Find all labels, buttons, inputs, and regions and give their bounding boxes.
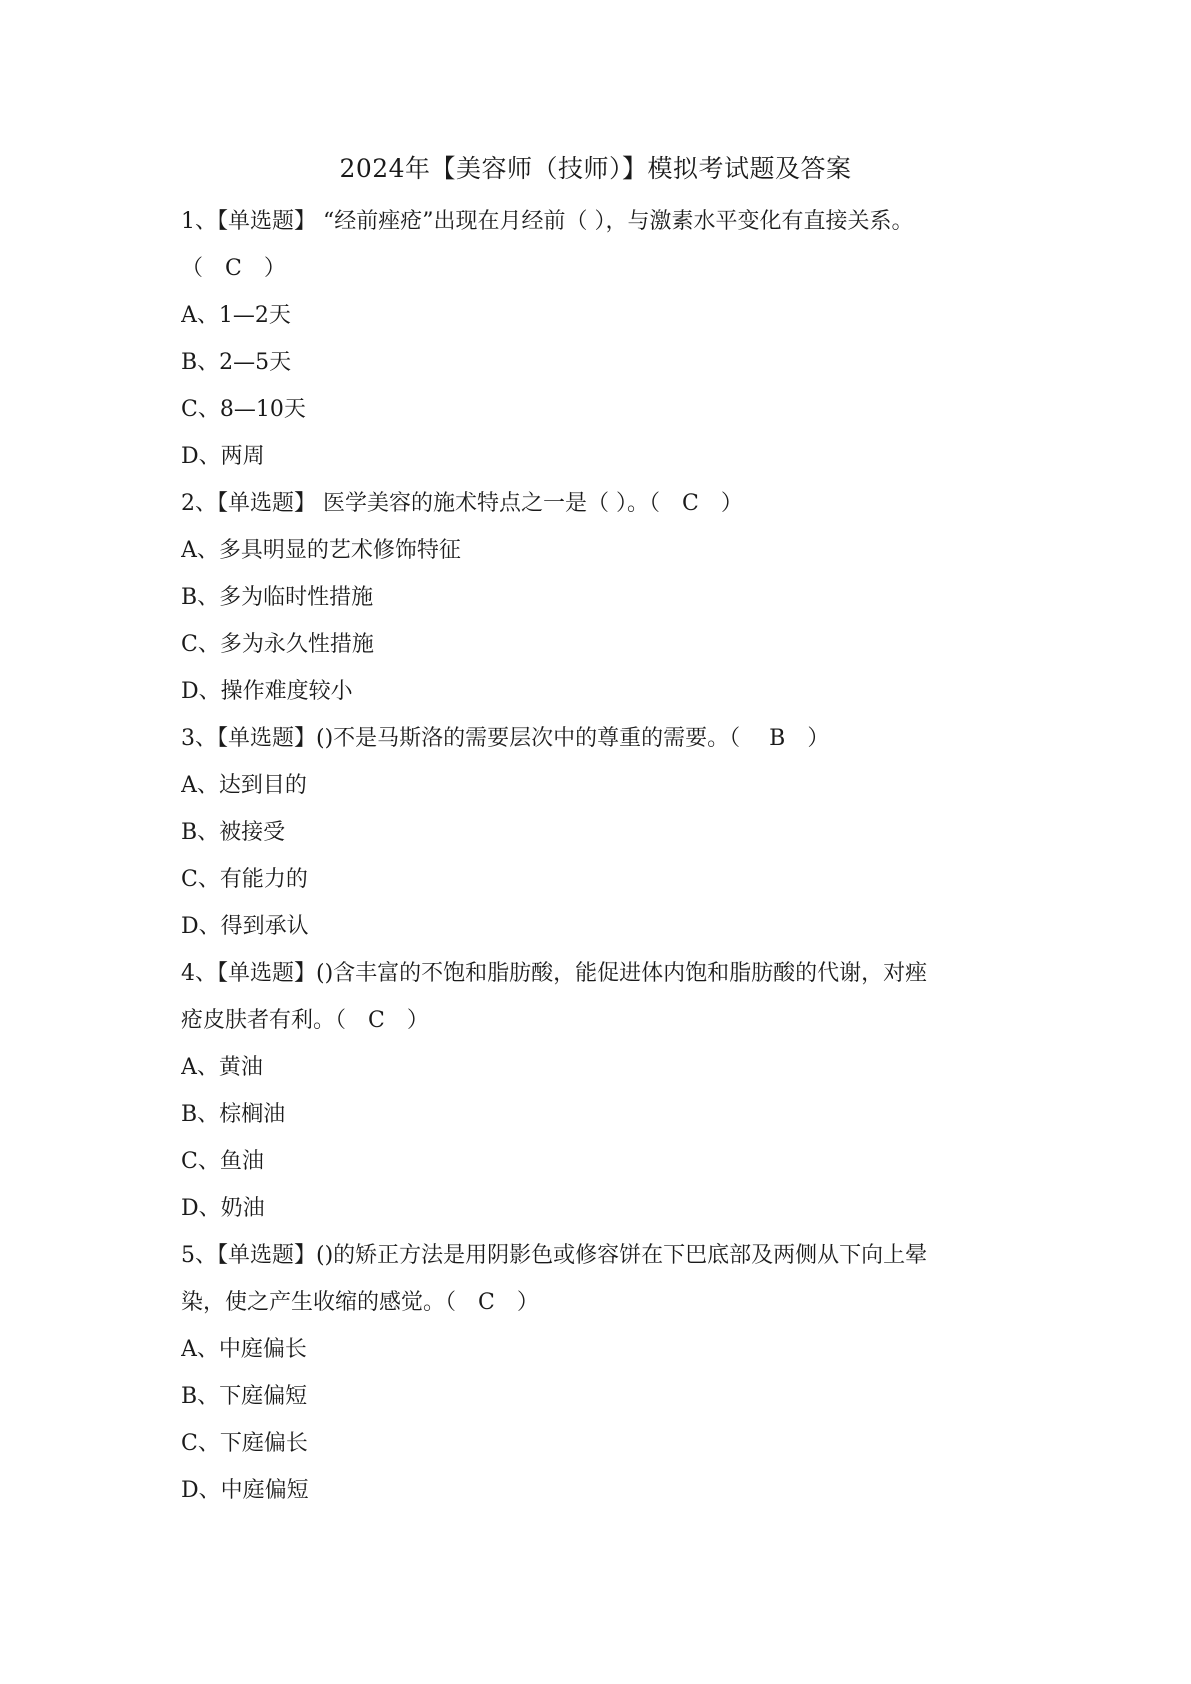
question-2-option-c: C、多为永久性措施: [181, 632, 374, 657]
question-list: [181, 207, 1021, 1523]
question-2-option-d: D、操作难度较小: [181, 679, 353, 704]
question-5: [181, 1241, 1021, 1523]
question-5-option-c: C、下庭偏长: [181, 1431, 308, 1456]
question-4-option-c: C、鱼油: [181, 1149, 264, 1174]
question-2-option-b: B、多为临时性措施: [181, 585, 374, 610]
question-3-option-b: B、被接受: [181, 820, 286, 845]
question-3-stem: 3、【单选题】()不是马斯洛的需要层次中的尊重的需要。（ B ）: [181, 726, 830, 751]
question-3: [181, 724, 1021, 959]
question-2: [181, 489, 1021, 724]
question-1-option-c: C、8—10天: [181, 397, 306, 422]
document-title: 2024年【美容师（技师）】模拟考试题及答案: [339, 154, 852, 183]
question-4-stem-line-2: 疮皮肤者有利。（ C ）: [181, 1008, 429, 1033]
question-1-stem-line-1: 1、【单选题】 “经前痤疮”出现在月经前（ ），与激素水平变化有直接关系。: [181, 209, 914, 234]
question-1-option-a: A、1—2天: [181, 303, 291, 328]
question-1: [181, 207, 1021, 489]
question-1-answer: （ C ）: [181, 256, 286, 281]
question-1-option-d: D、两周: [181, 444, 265, 469]
question-2-stem: 2、【单选题】 医学美容的施术特点之一是（ ）。（ C ）: [181, 491, 743, 516]
question-3-option-d: D、得到承认: [181, 914, 309, 939]
question-5-option-a: A、中庭偏长: [181, 1337, 307, 1362]
question-4-option-b: B、棕榈油: [181, 1102, 286, 1127]
question-4: [181, 959, 1021, 1241]
question-2-option-a: A、多具明显的艺术修饰特征: [181, 538, 461, 563]
question-3-option-c: C、有能力的: [181, 867, 308, 892]
question-5-stem-line-2: 染，使之产生收缩的感觉。（ C ）: [181, 1290, 539, 1315]
question-4-stem-line-1: 4、【单选题】()含丰富的不饱和脂肪酸，能促进体内饱和脂肪酸的代谢，对痤: [181, 961, 928, 986]
question-5-stem-line-1: 5、【单选题】()的矫正方法是用阴影色或修容饼在下巴底部及两侧从下向上晕: [181, 1243, 928, 1268]
question-5-option-d: D、中庭偏短: [181, 1478, 309, 1503]
question-1-option-b: B、2—5天: [181, 350, 292, 375]
question-5-option-b: B、下庭偏短: [181, 1384, 308, 1409]
question-4-option-d: D、奶油: [181, 1196, 265, 1221]
question-4-option-a: A、黄油: [181, 1055, 263, 1080]
question-3-option-a: A、达到目的: [181, 773, 307, 798]
